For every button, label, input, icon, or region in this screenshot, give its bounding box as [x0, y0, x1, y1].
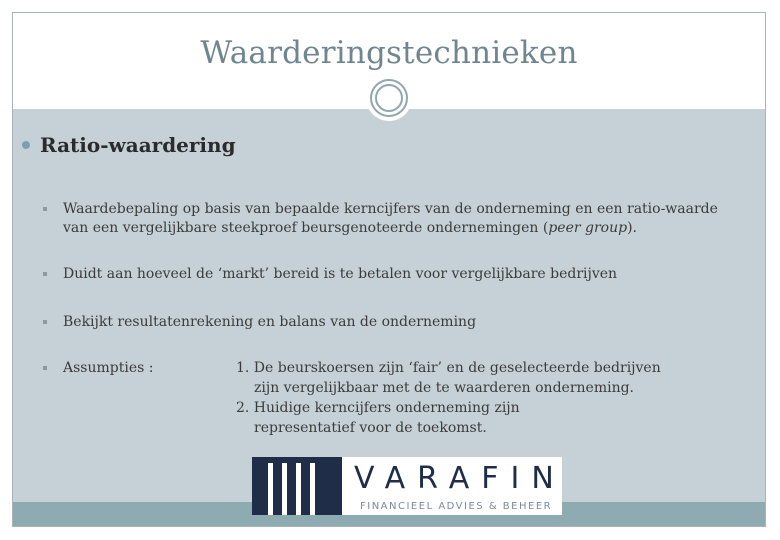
assumption-line: zijn vergelijkbaar met de te waarderen onderneming.: [254, 380, 634, 396]
bullet-icon: [22, 141, 30, 149]
assumptions-list: [236, 358, 661, 438]
item-text: Assumpties :: [63, 360, 154, 376]
assumption-line: representatief voor de toekomst.: [254, 420, 487, 436]
item-text: Duidt aan hoeveel de ‘markt’ bereid is te betalen voor vergelijkbare bedrijven: [63, 266, 618, 282]
square-bullet-icon: [43, 272, 47, 276]
content-area: [13, 109, 765, 504]
slide-title: Waarderingstechnieken: [200, 35, 578, 71]
heading-text: Ratio-waardering: [40, 133, 236, 157]
logo-tagline: FINANCIEEL ADVIES & BEHEER: [360, 501, 553, 512]
varafin-logo: [252, 457, 566, 515]
assumption-line: 1. De beurskoersen zijn ‘fair’ en de geselecteerde bedrijven: [236, 360, 661, 376]
item-text-line2: van een vergelijkbare steekproef beursgenoteerde ondernemingen (peer group).: [63, 220, 637, 236]
square-bullet-icon: [43, 366, 47, 370]
square-bullet-icon: [43, 320, 47, 324]
logo-bars-icon: [252, 457, 342, 515]
item-text: Bekijkt resultatenrekening en balans van de onderneming: [63, 314, 477, 330]
item-text-line1: Waardebepaling op basis van bepaalde kerncijfers van de onderneming en een ratio-waarde: [63, 201, 718, 217]
logo-name: VARAFIN: [354, 461, 566, 496]
assumption-line: 2. Huidige kerncijfers onderneming zijn: [236, 400, 520, 416]
circle-ornament-icon: [366, 75, 412, 121]
section-heading: [22, 133, 236, 157]
square-bullet-icon: [43, 207, 47, 211]
